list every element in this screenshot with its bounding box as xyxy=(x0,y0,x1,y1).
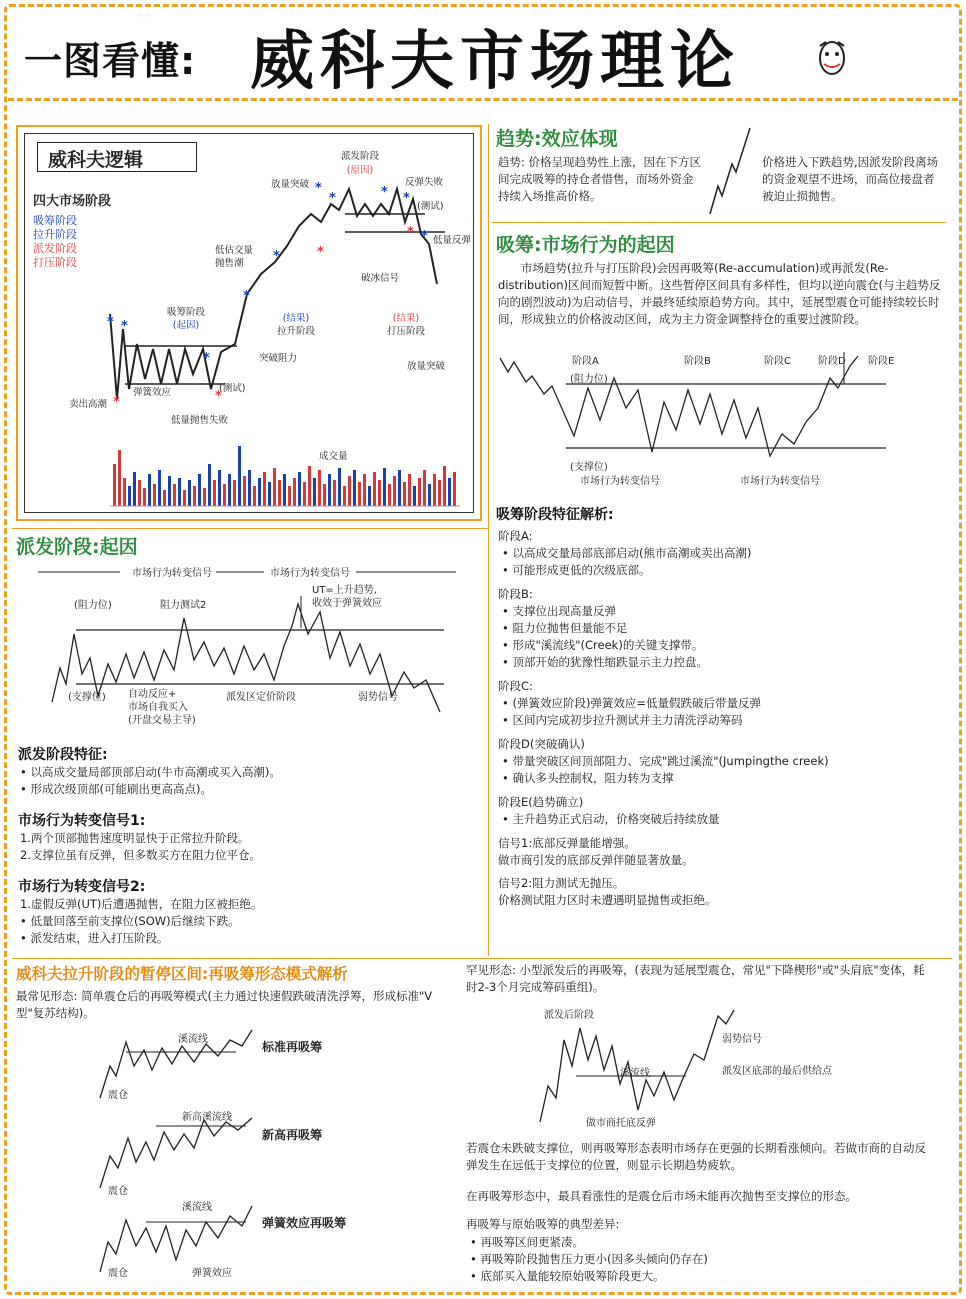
dist-features-title: 派发阶段特征: xyxy=(18,747,108,763)
pattern3-l2: 震仓 xyxy=(108,1268,128,1279)
dist-sig1: 1.两个顶部抛售速度明显快于正常拉升阶段。 2.支撑位虽有反弹，但多数买方在阻力位平仓。 xyxy=(20,831,261,862)
star-icon: * xyxy=(315,181,322,196)
star-icon: * xyxy=(273,249,280,264)
dist-title: 派发阶段:起因 xyxy=(16,536,138,558)
page-title: 威科夫市场理论 xyxy=(250,25,740,99)
accum-intro: 市场趋势(拉升与打压阶段)会因再吸筹(Re-accumulation)或再派发(Re-distribution)区间而短暂中断。这些暂停区间具有多样性，但均以逆向震仓(与主趋势反向的剧烈波动)为启动信号，并最终延续原趋势方向。其中，延展型震仓可能持续较长时间，形成独立的价格波动区间，成为主力资金调整持仓的重要过渡阶段。 xyxy=(498,261,941,326)
label-low-vol-fail: 低量抛售失败 xyxy=(171,415,229,426)
label-test: (测试) xyxy=(417,201,444,212)
accum-features-title: 吸筹阶段特征解析: xyxy=(496,507,614,523)
accum-features-section xyxy=(496,504,946,952)
signal1-body: 做市商引发的底部反弹伴随显著放量。 xyxy=(498,853,694,867)
logic-box-title: 威科夫逻辑 xyxy=(37,142,197,172)
rare-diff-title: 再吸筹与原始吸筹的典型差异: xyxy=(466,1217,620,1231)
star-icon: * xyxy=(113,395,120,410)
feature-group-head: 阶段B: xyxy=(498,587,533,601)
accum-features-list xyxy=(498,528,944,909)
label-markdown: (结果) 打压阶段 xyxy=(387,313,426,337)
vertical-divider xyxy=(488,124,489,956)
rare-l-dist: 派发后阶段 xyxy=(544,1010,594,1021)
wyckoff-logic-panel xyxy=(16,125,482,521)
label-high-vol-selling: 低估交量 抛售潮 xyxy=(215,245,254,269)
phase-a-label: 阶段A xyxy=(572,356,599,367)
dist-features: • 以高成交量局部顶部启动(牛市高潮或买入高潮)。 • 形成次级顶部(可能刷出更高高点)。 xyxy=(20,764,281,798)
phase-c-label: 阶段C xyxy=(764,356,791,367)
pattern1-name: 标准再吸筹 xyxy=(262,1040,323,1054)
stage-accumulation: 吸筹阶段 xyxy=(33,214,77,227)
stage-markdown: 打压阶段 xyxy=(33,256,77,269)
star-icon: * xyxy=(381,185,388,200)
label-sell-climax: 卖出高潮 xyxy=(69,399,108,410)
dist-resist-test2: 阻力测试2 xyxy=(160,600,207,611)
star-icon: * xyxy=(243,289,250,304)
feature-item: • 顶部开始的犹豫性缩跌显示主力控盘。 xyxy=(498,654,944,671)
star-icon: * xyxy=(317,245,324,260)
star-icon: * xyxy=(329,191,336,206)
trend-left-text: 趋势: 价格呈现趋势性上涨，因在下方区间完成吸筹的持仓者惜售，而场外资金持续入场推高价格。 xyxy=(498,155,702,203)
pattern2-l1: 新高溪流线 xyxy=(182,1112,232,1123)
dist-support: (支撑位) xyxy=(68,692,106,703)
label-volume: 成交量 xyxy=(319,451,348,462)
dist-sig1-title: 市场行为转变信号1: xyxy=(18,813,146,829)
signal1-label: 市场行为转变信号 xyxy=(580,476,660,487)
star-icon: * xyxy=(107,315,114,330)
feature-item: • 支撑位出现高量反弹 xyxy=(498,603,944,620)
feature-item: • 带量突破区间顶部阻力、完成"跳过溪流"(Jumpingthe creek) xyxy=(498,753,944,770)
reaccumulation-section xyxy=(16,962,460,1286)
phase-d-label: 阶段D xyxy=(818,356,846,367)
label-rebound-fail: 反弹失败 xyxy=(405,177,444,188)
rare-p1: 若震仓未跌破支撑位，则再吸筹形态表明市场存在更强的长期看涨倾向。若做市商的自动反弹发生在远低于支撑位的位置，则显示长期趋势疲软。 xyxy=(466,1141,926,1172)
trend-section xyxy=(496,124,946,220)
trend-right-text: 价格进入下跌趋势,因派发阶段离场的资金观望不进场，而高位接盘者被迫止损抛售。 xyxy=(762,155,939,203)
support-label: (支撑位) xyxy=(570,462,608,473)
feature-group-head: 阶段C: xyxy=(498,679,533,693)
feature-group xyxy=(498,528,944,579)
header-prefix: 一图看懂: xyxy=(24,39,197,83)
pattern1-l2: 震仓 xyxy=(108,1090,128,1101)
feature-group-head: 阶段E(趋势确立) xyxy=(498,795,584,809)
label-break-resist: 突破阻力 xyxy=(259,353,298,364)
rare-l-weak: 弱势信号 xyxy=(722,1034,762,1045)
star-icon: * xyxy=(121,319,128,334)
star-icon: * xyxy=(403,191,410,206)
dist-auto: 自动反应+ 市场自我买入 (开盘交易主导) xyxy=(128,689,196,726)
phase-e-label: 阶段E xyxy=(868,356,895,367)
distribution-section xyxy=(16,532,482,952)
label-markup: (结果) 拉升阶段 xyxy=(277,313,316,337)
star-icon: * xyxy=(421,229,428,244)
resist-label: (阻力位) xyxy=(570,374,608,385)
feature-item: • 主升趋势正式启动，价格突破后持续放量 xyxy=(498,811,944,828)
signal2-head: 信号2:阻力测试无抛压。 xyxy=(498,876,625,890)
pattern3-l3: 弹簧效应 xyxy=(192,1268,232,1279)
label-low-vol-rebound: 低量反弹 xyxy=(433,235,472,246)
label-volume-break: 放量突破 xyxy=(271,179,310,190)
rare-pattern-section xyxy=(466,962,946,1286)
dist-signal-left: 市场行为转变信号 xyxy=(132,568,212,579)
feature-item: • (弹簧效应阶段)弹簧效应=低量假跌破后带量反弹 xyxy=(498,695,944,712)
pattern2-l2: 震仓 xyxy=(108,1186,128,1197)
pattern1-l1: 溪流线 xyxy=(178,1034,208,1045)
star-icon: * xyxy=(203,351,210,366)
label-test2: (测试) xyxy=(219,383,246,394)
stages-title: 四大市场阶段 xyxy=(33,194,112,209)
dist-zone: 派发区定价阶段 xyxy=(226,692,296,703)
feature-group xyxy=(498,678,944,729)
feature-item: • 阻力位抛售但量能不足 xyxy=(498,620,944,637)
dist-sig2: 1.虚假反弹(UT)后遭遇抛售，在阻力区被拒绝。 • 低量回落至前支撑位(SOW)后继续下跌。 • 派发结束，进入打压阶段。 xyxy=(20,897,263,945)
price-path xyxy=(110,189,437,399)
stage-markup: 拉升阶段 xyxy=(33,228,77,241)
rare-l-mm: 做市商托底反弹 xyxy=(586,1118,656,1129)
dist-signal-right: 市场行为转变信号 xyxy=(270,568,350,579)
feature-item: • 区间内完成初步拉升测试并主力清洗浮动筹码 xyxy=(498,712,944,729)
accumulation-path xyxy=(500,356,858,456)
label-vol-breakdown: 放量突破 xyxy=(407,361,446,372)
accum-title: 吸筹:市场行为的起因 xyxy=(496,234,675,256)
feature-group-head: 阶段A: xyxy=(498,529,533,543)
feature-item: • 确认多头控制权，阻力转为支撑 xyxy=(498,770,944,787)
dist-resist: (阻力位) xyxy=(74,600,112,611)
feature-group xyxy=(498,794,944,828)
divider xyxy=(12,528,488,529)
dist-weak: 弱势信号 xyxy=(358,692,398,703)
label-break-ice: 破冰信号 xyxy=(361,273,400,284)
reacc-intro: 最常见形态: 简单震仓后的再吸筹模式(主力通过快速假跌破清洗浮筹，形成标准"V型"复苏结构)。 xyxy=(16,989,433,1020)
stage-distribution: 派发阶段 xyxy=(33,242,77,255)
rare-diffs: • 再吸筹区间更紧凑。 • 再吸筹阶段抛售压力更小(因多头倾向仍存在) • 底部买入量能较原始吸筹阶段更大。 xyxy=(470,1234,936,1285)
signal1-head: 信号1:底部反弹量能增强。 xyxy=(498,836,636,850)
uptrend-line xyxy=(706,126,756,216)
signal2-label: 市场行为转变信号 xyxy=(740,476,820,487)
feature-group xyxy=(498,586,944,671)
feature-group xyxy=(498,736,944,787)
accumulation-section xyxy=(496,230,946,498)
header-divider xyxy=(8,98,958,101)
pattern3-l1: 溪流线 xyxy=(182,1202,212,1213)
rare-l-creek: 溪流线 xyxy=(620,1068,650,1079)
label-distribution: 派发阶段 (原因) xyxy=(341,151,380,176)
dist-ut: UT=上升趋势, 收效于弹簧效应 xyxy=(312,585,382,609)
star-icon: * xyxy=(215,389,222,404)
rare-intro: 罕见形态: 小型派发后的再吸筹，(表现为延展型震仓，常见"下降楔形"或"头肩底"变体，耗时2-3个月完成筹码重组)。 xyxy=(466,963,925,994)
accumulation-diagram xyxy=(496,348,946,498)
phase-b-label: 阶段B xyxy=(684,356,711,367)
pattern3-name: 弹簧效应再吸筹 xyxy=(262,1216,347,1230)
feature-item: • 以高成交量局部底部启动(熊市高潮或卖出高潮) xyxy=(498,545,944,562)
label-accumulation: 吸筹阶段 (起因) xyxy=(167,307,206,331)
mascot-icon xyxy=(812,36,852,80)
divider xyxy=(492,222,946,223)
pattern2-name: 新高再吸筹 xyxy=(262,1128,323,1142)
label-spring: 弹簧效应 xyxy=(133,387,172,398)
feature-item: • 可能形成更低的次级底部。 xyxy=(498,562,944,579)
divider xyxy=(12,958,952,959)
star-icon: * xyxy=(407,225,414,240)
rare-p2: 在再吸筹形态中，最具看涨性的是震仓后市场未能再次抛售至支撑位的形态。 xyxy=(466,1189,857,1203)
feature-group-head: 阶段D(突破确认) xyxy=(498,737,585,751)
signal2-body: 价格测试阻力区时未遭遇明显抛售或拒绝。 xyxy=(498,893,717,907)
dist-sig2-title: 市场行为转变信号2: xyxy=(18,879,146,895)
rare-l-final: 派发区底部的最后供给点 xyxy=(722,1066,832,1077)
feature-item: • 形成"溪流线"(Creek)的关键支撑带。 xyxy=(498,637,944,654)
pattern-newhigh-diagram xyxy=(96,1112,256,1192)
trend-title: 趋势:效应体现 xyxy=(496,128,618,150)
volume-bars xyxy=(113,446,456,506)
reacc-title: 威科夫拉升阶段的暂停区间:再吸筹形态模式解析 xyxy=(16,965,348,983)
